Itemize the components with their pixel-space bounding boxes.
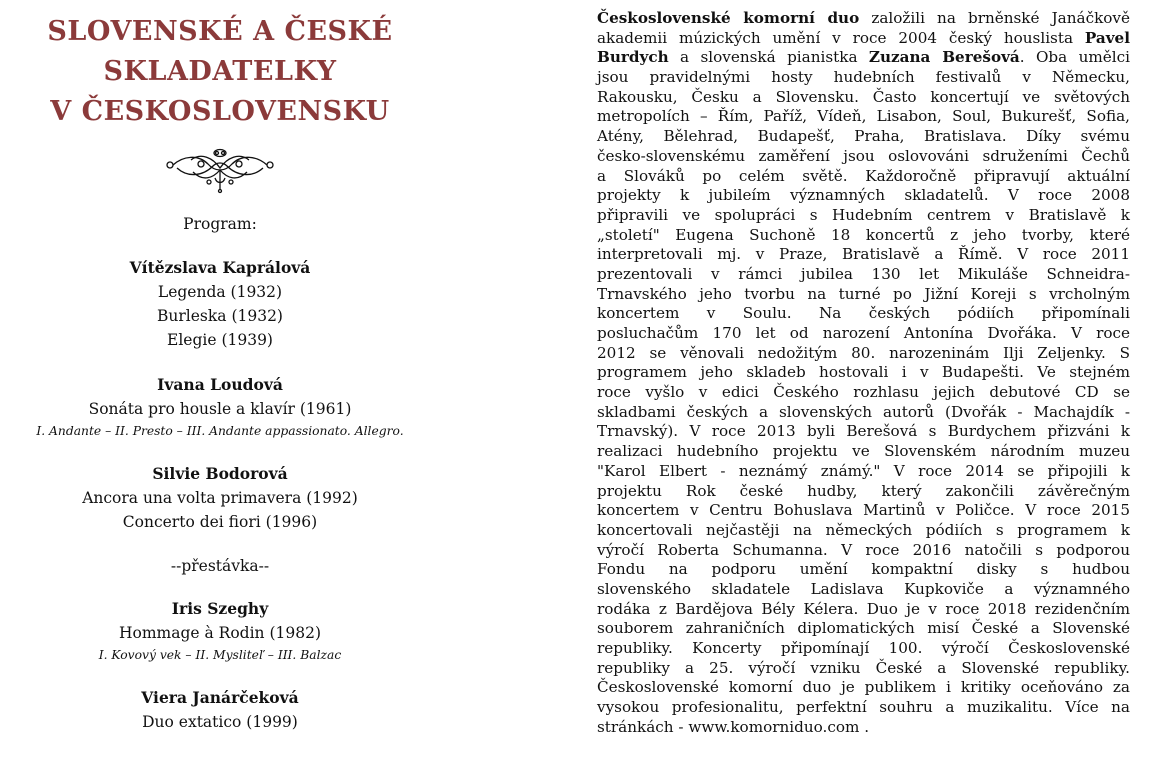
- text-line: souborem zahraničních diplomatických misí České a Slovenské: [597, 619, 1130, 638]
- text-line: „století" Eugena Suchoně 18 koncertů z jeho tvorby, které: [597, 225, 1130, 244]
- text-line: prezentovali v rámci jubilea 130 let Mikuláše Schneidra-: [597, 264, 1130, 283]
- composer-name: Iris Szeghy: [171, 599, 269, 618]
- text-line: rodáka z Bardějova Bély Kélera. Duo je v roce 2018 rezidenčním: [597, 599, 1130, 618]
- text-line: programem jeho skladeb hostovali i v Budapešti. Ve stejném: [597, 363, 1130, 382]
- text-fragment: založili na brněnské Janáčkově: [859, 9, 1130, 27]
- body-lines: [597, 68, 1130, 718]
- flourish-ornament-icon: [163, 146, 277, 196]
- text-line: projektu Rok české hudby, který zakončili závěrečným: [597, 481, 1130, 500]
- page-title: [0, 12, 440, 132]
- text-line: interpretovali mj. v Praze, Bratislavě a Římě. V roce 2011: [597, 245, 1130, 264]
- title-line: SKLADATELKY: [103, 56, 337, 87]
- work-title: Duo extatico (1999): [142, 713, 298, 731]
- text-line: slovenského skladatele Ladislava Kupkoviče a významného: [597, 579, 1130, 598]
- text-line: Trnavský). V roce 2013 byli Berešová s Burdychem přizváni k: [597, 422, 1130, 441]
- text-line: Atény, Bělehrad, Budapešť, Praha, Bratislava. Díky svému: [597, 127, 1130, 146]
- text-fragment: akademii múzických umění v roce 2004 český houslista: [597, 28, 1085, 47]
- composer-block: [0, 462, 440, 534]
- composer-block: [0, 686, 440, 734]
- movements: I. Kovový vek – II. Mysliteľ – III. Balzac: [98, 648, 342, 662]
- text-line: koncertem v Soulu. Na českých pódiích připomínali: [597, 304, 1130, 323]
- ensemble-description: [597, 9, 1130, 737]
- work-title: Concerto dei fiori (1996): [122, 513, 318, 531]
- text-line: 2012 se věnovali nedožitým 80. narozeninám Ilji Zeljenky. S: [597, 343, 1130, 362]
- work-title: Legenda (1932): [157, 283, 283, 301]
- text-line: [597, 48, 1130, 68]
- composer-block: [0, 597, 440, 665]
- violinist-name: Pavel: [1084, 28, 1130, 47]
- composer-block: [0, 256, 440, 352]
- composer-name: Silvie Bodorová: [152, 464, 288, 483]
- text-line: česko-slovenskému zaměření jsou oslovováni sdruženími Čechů: [597, 146, 1130, 165]
- text-fragment: a slovenská pianistka: [668, 48, 869, 67]
- work-title: Sonáta pro housle a klavír (1961): [88, 400, 352, 418]
- work-title: Ancora una volta primavera (1992): [82, 489, 358, 507]
- text-line: realizaci hudebního projektu ve Slovenském národním muzeu: [597, 442, 1130, 461]
- text-line: Rakousku, Česku a Slovensku. Často koncertují ve světových: [597, 87, 1130, 106]
- text-line: skladbami českých a slovenských autorů (Dvořák - Machajdík -: [597, 402, 1130, 421]
- text-line: projekty k jubileím významných skladatelů. V roce 2008: [597, 186, 1130, 205]
- text-line: Fondu na podporu umění kompaktní disky s hudbou: [597, 560, 1130, 579]
- text-line: republiky a 25. výročí vzniku České a Slovenské republiky.: [597, 658, 1130, 677]
- text-line: připravili ve spolupráci s Hudebním centrem v Bratislavě k: [597, 205, 1130, 224]
- title-line: SLOVENSKÉ A ČESKÉ: [47, 16, 393, 47]
- text-line: Trnavského jeho tvorbu na turné po Jižní Koreji s vrcholným: [597, 284, 1130, 303]
- text-fragment: . Oba umělci: [1019, 48, 1130, 67]
- text-line: výročí Roberta Schumanna. V roce 2016 natočili s podporou: [597, 540, 1130, 559]
- title-line: V ČESKOSLOVENSKU: [50, 96, 390, 127]
- intermission: --přestávka--: [170, 557, 270, 575]
- ensemble-name: Československé komorní duo: [597, 9, 860, 27]
- composer-block: [0, 373, 440, 441]
- text-line: vysokou profesionalitu, perfektní souhru a muzikalitu. Více na: [597, 698, 1130, 717]
- text-line: a Slováků po celém světě. Každoročně připravují aktuální: [597, 166, 1130, 185]
- text-line: republiky. Koncerty připomínají 100. výročí Československé: [597, 639, 1130, 657]
- text-line: jsou pravidelnými hosty hudebních festivalů v Německu,: [597, 68, 1130, 87]
- work-title: Burleska (1932): [157, 307, 283, 325]
- text-line: koncertem v Centru Bohuslava Martinů v Poličce. V roce 2015: [597, 501, 1130, 520]
- text-line: roce vyšlo v edici Českého rozhlasu jejich debutové CD se: [597, 383, 1130, 402]
- text-line: [597, 9, 1130, 29]
- website-line: stránkách - www.komorniduo.com .: [597, 717, 870, 736]
- composer-name: Viera Janárčeková: [141, 688, 299, 707]
- program-panel: [0, 0, 440, 777]
- text-line: "Karol Elbert - neznámý známý." V roce 2014 se připojili k: [597, 461, 1130, 480]
- text-line: Československé komorní duo je publikem i kritiky oceňováno za: [597, 678, 1130, 697]
- violinist-surname: Burdych: [597, 48, 669, 67]
- program-label: Program:: [183, 215, 257, 233]
- pianist-name: Zuzana Berešová: [868, 48, 1020, 67]
- work-title: Hommage à Rodin (1982): [118, 624, 321, 642]
- text-line: [597, 29, 1130, 49]
- text-line: koncertovali nejčastěji na německých pódiích s programem k: [597, 520, 1130, 539]
- text-line: metropolích – Řím, Paříž, Vídeň, Lisabon, Soul, Bukurešť, Sofia,: [597, 107, 1130, 126]
- composer-name: Ivana Loudová: [157, 375, 283, 394]
- movements: I. Andante – II. Presto – III. Andante appassionato. Allegro.: [36, 424, 404, 438]
- work-title: Elegie (1939): [167, 331, 273, 349]
- text-line: posluchačům 170 let od narození Antonína Dvořáka. V roce: [597, 324, 1130, 342]
- composer-name: Vítězslava Kaprálová: [129, 258, 311, 277]
